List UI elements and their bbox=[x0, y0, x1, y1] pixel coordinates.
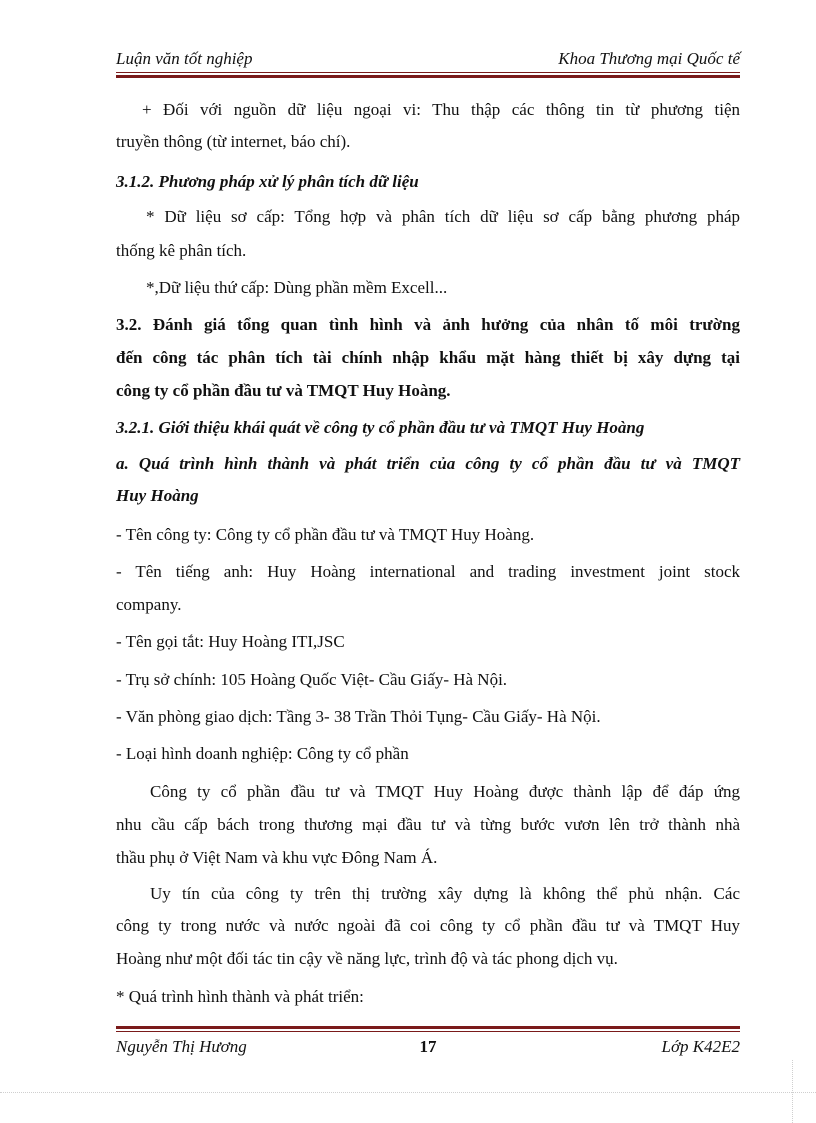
header-rule-thin bbox=[116, 72, 740, 73]
heading-3-2-line2: đến công tác phân tích tài chính nhập khẩu mặt hàng thiết bị xây dựng tại bbox=[116, 348, 740, 367]
paragraph-external-data-line1: + Đối với nguồn dữ liệu ngoại vi: Thu thập các thông tin từ phương tiện bbox=[142, 100, 740, 119]
company-name-item: - Tên công ty: Công ty cổ phần đầu tư và TMQT Huy Hoàng. bbox=[116, 525, 535, 544]
footer-author: Nguyễn Thị Hương bbox=[116, 1037, 247, 1056]
header-faculty-label: Khoa Thương mại Quốc tế bbox=[558, 49, 740, 68]
paragraph-founding-line3: thầu phụ ở Việt Nam và khu vực Đông Nam Á. bbox=[116, 848, 438, 867]
header-thesis-label: Luận văn tốt nghiệp bbox=[116, 49, 253, 68]
short-name-item: - Tên gọi tắt: Huy Hoàng ITI,JSC bbox=[116, 632, 345, 651]
page-header bbox=[116, 48, 740, 74]
header-rule-thick bbox=[116, 75, 740, 78]
paragraph-history-intro: * Quá trình hình thành và phát triển: bbox=[116, 987, 364, 1006]
heading-3-1-2: 3.1.2. Phương pháp xử lý phân tích dữ liệu bbox=[116, 172, 419, 191]
heading-a-line1: a. Quá trình hình thành và phát triển của công ty cổ phần đầu tư và TMQT bbox=[116, 454, 740, 473]
heading-3-2-1: 3.2.1. Giới thiệu khái quát về công ty cổ phần đầu tư và TMQT Huy Hoàng bbox=[116, 418, 645, 437]
paragraph-founding-line2: nhu cầu cấp bách trong thương mại đầu tư và từng bước vươn lên trở thành nhà bbox=[116, 815, 740, 834]
footer-rule-thin bbox=[116, 1031, 740, 1032]
paragraph-secondary-data: *,Dữ liệu thứ cấp: Dùng phần mềm Excell... bbox=[146, 278, 448, 297]
page-edge-dotted-horizontal bbox=[0, 1092, 816, 1093]
paragraph-primary-data-line2: thống kê phân tích. bbox=[116, 241, 247, 260]
heading-a-line2: Huy Hoàng bbox=[116, 486, 199, 505]
page-edge-dotted-vertical bbox=[792, 1060, 793, 1123]
business-type-item: - Loại hình doanh nghiệp: Công ty cổ phần bbox=[116, 744, 409, 763]
paragraph-primary-data-line1: * Dữ liệu sơ cấp: Tổng hợp và phân tích dữ liệu sơ cấp bằng phương pháp bbox=[146, 207, 740, 226]
english-name-item-line2: company. bbox=[116, 595, 182, 614]
english-name-item-line1: - Tên tiếng anh: Huy Hoàng international and trading investment joint stock bbox=[116, 562, 740, 581]
paragraph-reputation-line3: Hoàng như một đối tác tin cậy về năng lực, trình độ và tác phong dịch vụ. bbox=[116, 949, 618, 968]
heading-3-2-line1: 3.2. Đánh giá tổng quan tình hình và ảnh hưởng của nhân tố môi trường bbox=[116, 315, 740, 334]
page-number: 17 bbox=[419, 1037, 437, 1056]
paragraph-external-data-line2: truyền thông (từ internet, báo chí). bbox=[116, 132, 351, 151]
office-item: - Văn phòng giao dịch: Tầng 3- 38 Trần Thỏi Tụng- Cầu Giấy- Hà Nội. bbox=[116, 707, 601, 726]
headquarters-item: - Trụ sở chính: 105 Hoàng Quốc Việt- Cầu Giấy- Hà Nội. bbox=[116, 670, 508, 689]
heading-3-2-line3: công ty cổ phần đầu tư và TMQT Huy Hoàng. bbox=[116, 381, 451, 400]
page-footer bbox=[116, 1036, 740, 1060]
paragraph-reputation-line2: công ty trong nước và nước ngoài đã coi công ty cổ phần đầu tư và TMQT Huy bbox=[116, 916, 740, 935]
paragraph-founding-line1: Công ty cổ phần đầu tư và TMQT Huy Hoàng được thành lập để đáp ứng bbox=[150, 782, 740, 801]
footer-class: Lớp K42E2 bbox=[661, 1037, 740, 1056]
paragraph-reputation-line1: Uy tín của công ty trên thị trường xây dựng là không thể phủ nhận. Các bbox=[150, 884, 740, 903]
footer-rule-thick bbox=[116, 1026, 740, 1029]
